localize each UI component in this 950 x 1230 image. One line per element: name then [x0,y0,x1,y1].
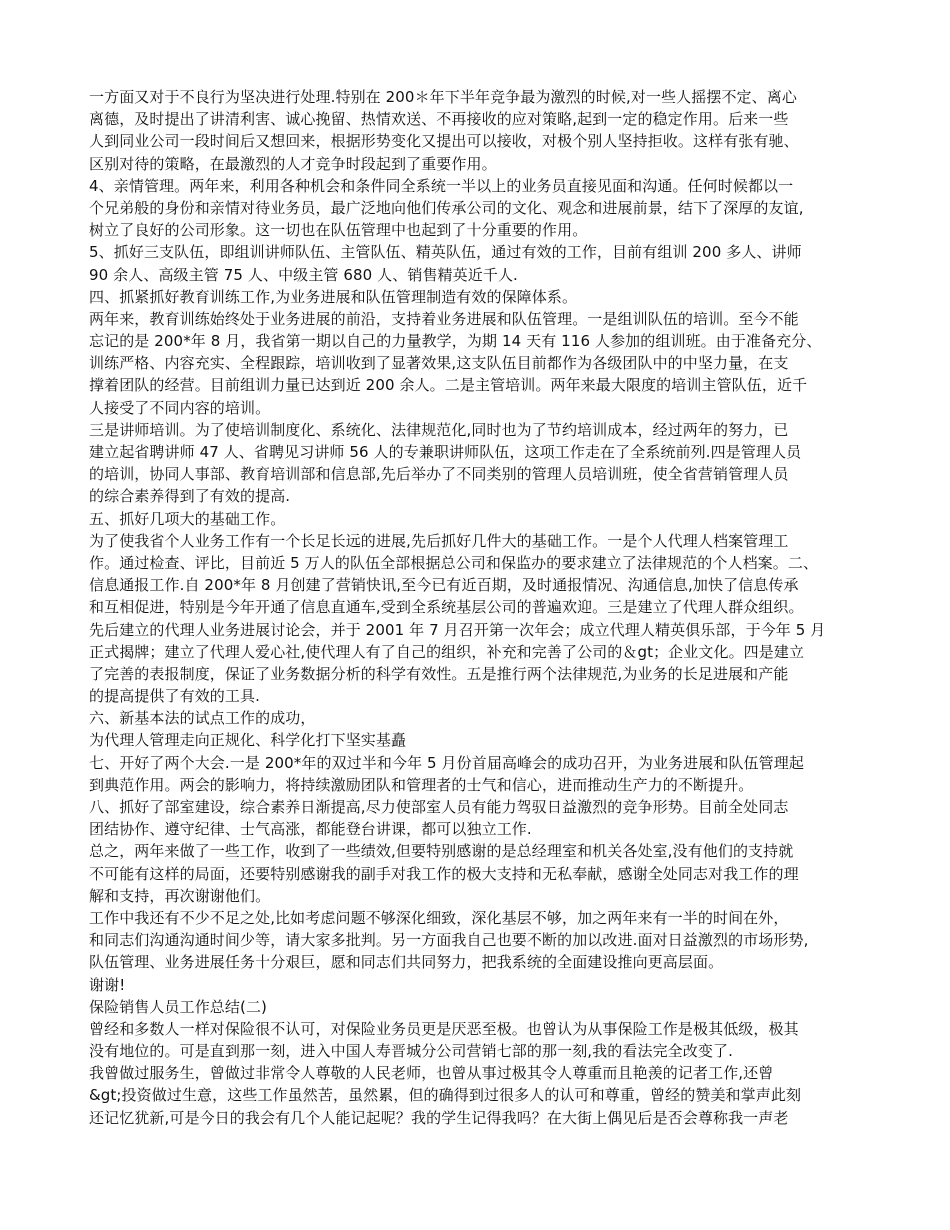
text-line: 还记忆犹新,可是今日的我会有几个人能记起呢？我的学生记得我吗？在大街上偶见后是否会尊称我一声老 [89,1108,789,1127]
text-line: 个兄弟般的身份和亲情对待业务员，最广泛地向他们传承公司的文化、观念和进展前景，结下了深厚的友谊, [89,198,804,217]
text-line: 为了使我省个人业务工作有一个长足长远的进展,先后抓好几件大的基础工作。一是个人代理人档案管理工 [89,531,789,550]
text-line: 四、抓紧抓好教育训练工作,为业务进展和队伍管理制造有效的保障体系。 [89,287,578,306]
text-line: 谢谢! [89,975,126,994]
text-line: 人到同业公司一段时间后又想回来，根据形势变化又提出可以接收，对极个别人坚持拒收。这样有张有驰、 [89,132,799,151]
text-line: 我曾做过服务生，曾做过非常令人尊敬的人民老师，也曾从事过极其令人尊重而且艳羡的记者工作,还曾 [89,1064,774,1083]
text-line: 和同志们沟通沟通时间少等，请大家多批判。另一方面我自己也要不断的加以改进.面对日益激烈的市场形势, [89,931,809,950]
text-line: 队伍管理、业务进展任务十分艰巨，愿和同志们共同努力，把我系统的全面建设推向更高层面。 [89,953,724,972]
text-line: 和互相促进，特别是今年开通了信息直通车,受到全系统基层公司的普遍欢迎。三是建立了代理人群众组织。 [89,598,804,617]
text-line: 解和支持，再次谢谢他们。 [89,886,271,905]
text-line: 训练严格、内容充实、全程跟踪，培训收到了显著效果,这支队伍目前都作为各级团队中的中坚力量，在支 [89,354,789,373]
text-line: 树立了良好的公司形象。这一切也在队伍管理中也起到了十分重要的作用。 [89,221,588,240]
text-line: 了完善的表报制度，保证了业务数据分析的科学有效性。五是推行两个法律规范,为业务的长足进展和产能 [89,664,789,683]
text-line: 5、抓好三支队伍，即组训讲师队伍、主管队伍、精英队伍，通过有效的工作，目前有组训 200 多人、讲师 [89,243,802,262]
text-line: 信息通报工作.自 200*年 8 月创建了营销快讯,至今已有近百期，及时通报情况、沟通信息,加快了信息传承 [89,576,799,595]
text-line: 作。通过检查、评比，目前近 5 万人的队伍全部根据总公司和保监办的要求建立了法律规范的个人档案。二、 [89,553,819,572]
text-line: 保险销售人员工作总结(二) [89,997,268,1016]
document-body [89,86,880,1129]
text-line: 八、抓好了部室建设，综合素养日渐提高,尽力使部室人员有能力驾驭日益激烈的竞争形势。目前全处同志 [89,798,789,816]
text-line: 建立起省聘讲师 47 人、省聘见习讲师 56 人的专兼职讲师队伍，这项工作走在了全系统前列.四是管理人员 [89,443,802,461]
text-line: &gt;投资做过生意，这些工作虽然苦，虽然累，但的确得到过很多人的认可和尊重，曾经的赞美和掌声此刻 [89,1086,802,1105]
text-line: 人接受了不同内容的培训。 [89,398,271,417]
text-line: 正式揭牌；建立了代理人爱心社,使代理人有了自己的组织，补充和完善了公司的＆gt；企业文化。四是建立 [89,642,805,661]
text-line: 三是讲师培训。为了使培训制度化、系统化、法律规范化,同时也为了节约培训成本，经过两年的努力，已 [89,420,789,439]
text-line: 曾经和多数人一样对保险很不认可，对保险业务员更是厌恶至极。也曾认为从事保险工作是极其低级，极其 [89,1019,799,1038]
text-line: 撑着团队的经营。目前组训力量已达到近 200 余人。二是主管培训。两年来最大限度的培训主管队伍，近千 [89,376,808,395]
text-line: 到典范作用。两会的影响力，将持续激励团队和管理者的士气和信心，进而推动生产力的不断提升。 [89,775,754,794]
text-line: 的提高提供了有效的工具. [89,687,260,706]
text-line: 离德，及时提出了讲清利害、诚心挽留、热情欢送、不再接收的应对策略,起到一定的稳定作用。后来一些 [89,110,789,129]
text-line: 七、开好了两个大会.一是 200*年的双过半和今年 5 月份首届高峰会的成功召开，为业务进展和队伍管理起 [89,753,804,772]
text-line: 团结协作、遵守纪律、士气高涨，都能登台讲课，都可以独立工作. [89,820,532,839]
text-line: 为代理人管理走向正规化、科学化打下坚实基矗 [89,731,407,750]
text-line: 六、新基本法的试点工作的成功， [89,709,316,728]
text-line: 没有地位的。可是直到那一刻，进入中国人寿晋城分公司营销七部的那一刻,我的看法完全改变了. [89,1042,733,1061]
text-line: 4、亲情管理。两年来，利用各种机会和条件同全系统一半以上的业务员直接见面和沟通。任何时候都以一 [89,176,794,195]
text-line: 不可能有这样的局面，还要特别感谢我的副手对我工作的极大支持和无私奉献，感谢全处同志对我工作的理 [89,864,799,883]
text-line: 忘记的是 200*年 8 月，我省第一期以自己的力量教学，为期 14 天有 116 人参加的组训班。由于准备充分、 [89,332,822,351]
text-line: 90 余人、高级主管 75 人、中级主管 680 人、销售精英近千人. [89,265,518,284]
text-line: 先后建立的代理人业务进展讨论会，并于 2001 年 7 月召开第一次年会；成立代理人精英俱乐部，于今年 5 月 [89,620,826,639]
text-line: 总之，两年来做了一些工作，收到了一些绩效,但要特别感谢的是总经理室和机关各处室,没有他们的支持就 [89,842,794,861]
text-line: 两年来，教育训练始终处于业务进展的前沿，支持着业务进展和队伍管理。一是组训队伍的培训。至今不能 [89,309,799,328]
text-line: 工作中我还有不少不足之处,比如考虑问题不够深化细致，深化基层不够，加之两年来有一半的时间在外， [89,908,789,927]
text-line: 的培训，协同人事部、教育培训部和信息部,先后举办了不同类别的管理人员培训班，使全省营销管理人员 [89,465,789,484]
text-line: 一方面又对于不良行为坚决进行处理.特别在 200＊年下半年竞争最为激烈的时候,对一些人摇摆不定、离心 [89,88,797,106]
text-line: 五、抓好几项大的基础工作。 [89,509,286,528]
text-line: 区别对待的策略，在最激烈的人才竞争时段起到了重要作用。 [89,154,497,173]
text-line: 的综合素养得到了有效的提高. [89,487,291,506]
